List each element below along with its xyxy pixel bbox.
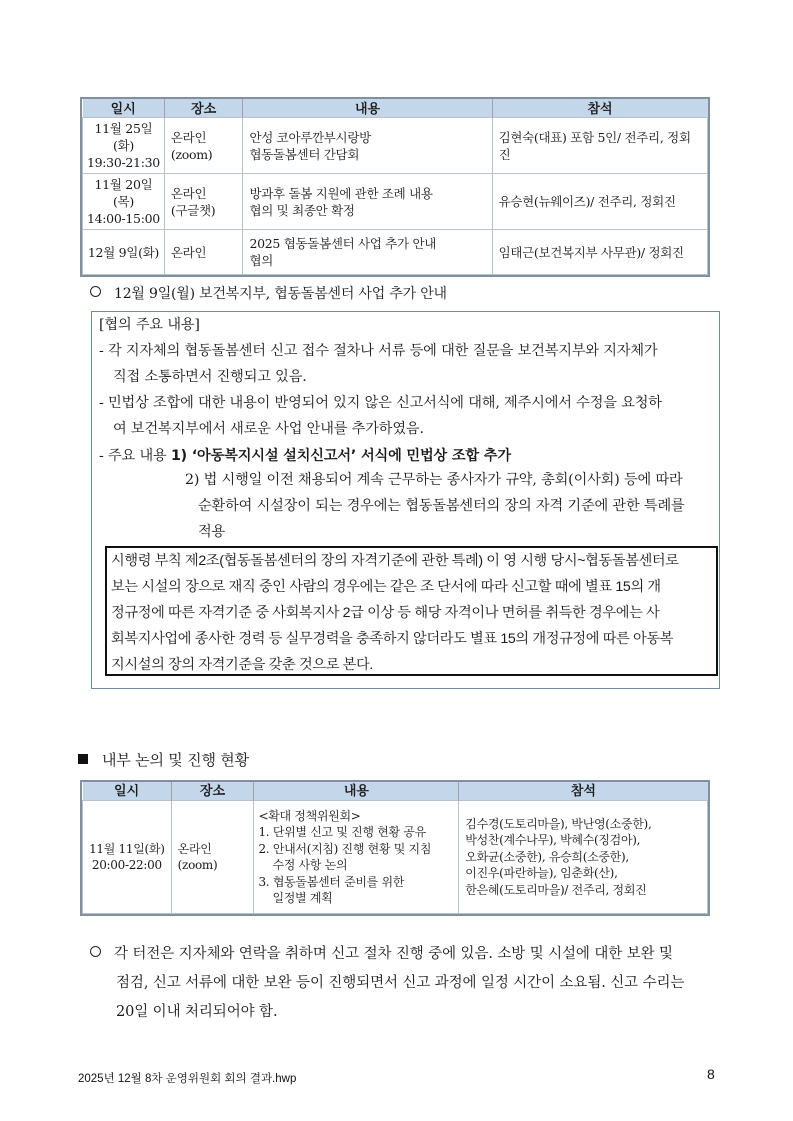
cell-content: 안성 코아루깐부시랑방 협동돌봄센터 간담회 (243, 118, 492, 174)
cell-attendees: 유승현(뉴웨이즈)/ 전주리, 정회진 (492, 174, 707, 230)
box-line: 직접 소통하면서 진행되고 있음. (113, 369, 307, 385)
item2-line: 2) 법 시행일 이전 채용되어 계속 근무하는 종사자가 규약, 총회(이사회) 등에 따라 (185, 472, 683, 488)
item2-line: 순환하여 시설장이 되는 경우에는 협동돌봄센터의 장의 자격 기준에 관한 특례를 (198, 498, 685, 514)
para-line: 점검, 신고 서류에 대한 보완 등이 진행되면서 신고 과정에 일정 시간이 소요됨. 신고 수리는 (116, 975, 685, 991)
box-line: - 민법상 조합에 대한 내용이 반영되어 있지 않은 신고서식에 대해, 제주시에서 수정을 요청하 (99, 395, 662, 411)
quote-line: 정규정에 따른 자격기준 중 사회복지사 2급 이상 등 해당 자격이나 면허를 취득한 경우에는 사 (111, 605, 660, 621)
para-line: 각 터전은 지자체와 연락을 취하며 신고 절차 진행 중에 있음. 소방 및 시설에 대한 보완 및 (90, 940, 684, 969)
cell-date: 11월 25일(화) 19:30-21:30 (83, 118, 165, 174)
cell-content: 방과후 돌봄 지원에 관한 조례 내용 협의 및 최종안 확정 (243, 174, 492, 230)
cell-content: 2025 협동돌봄센터 사업 추가 안내 협의 (243, 230, 492, 275)
header-place: 장소 (164, 99, 243, 118)
circle-bullet-icon (90, 286, 101, 297)
header-place: 장소 (171, 782, 254, 801)
header-content: 내용 (243, 99, 492, 118)
table-row (83, 230, 708, 275)
table-header-row (83, 782, 708, 801)
cell-attendees: 김수경(도토리마을), 박난영(소중한), 박성찬(계수나무), 박혜수(징검아), 오화균(소중한), 유승희(소중한), 이진우(파란하늘), 임춘화(산), 한은혜(도토리마을)/ 전주리, 정회진 (459, 801, 708, 914)
decree-quote-box (105, 546, 718, 676)
cell-attendees: 임태근(보건복지부 사무관)/ 정회진 (492, 230, 707, 275)
header-content: 내용 (254, 782, 459, 801)
quote-line: 시행령 부칙 제2조(협동돌봄센터의 장의 자격기준에 관한 특례) 이 영 시행 당시~협동돌봄센터로 (111, 553, 679, 569)
cell-content: <확대 정책위원회> 1. 단위별 신고 및 진행 현황 공유 2. 안내서(지침) 진행 현황 및 지침 수정 사항 논의 3. 협동돌봄센터 준비를 위한 일정별 계획 (254, 801, 459, 914)
cell-date: 11월 20일(목) 14:00-15:00 (83, 174, 165, 230)
table-row (83, 801, 708, 914)
cell-place: 온라인(zoom) (164, 118, 243, 174)
header-date: 일시 (83, 99, 165, 118)
section-heading-internal: 내부 논의 및 진행 현황 (78, 749, 249, 770)
header-attendees: 참석 (459, 782, 708, 801)
box-line: - 각 지자체의 협동돌봄센터 신고 접수 절차나 서류 등에 대한 질문을 보건복지부와 지자체가 (99, 343, 658, 359)
quote-line: 보는 시설의 장으로 재직 중인 사람의 경우에는 같은 조 단서에 따라 신고할 때에 별표 15의 개 (111, 579, 661, 595)
cell-place: 온라인 (구글챗) (164, 174, 243, 230)
consultation-box (91, 311, 720, 689)
main-content-bold: 1) ‘아동복지시설 설치신고서’ 서식에 민법상 조합 추가 (170, 448, 511, 464)
quote-line: 지시설의 장의 자격기준을 갖춘 것으로 본다. (111, 657, 373, 673)
cell-date: 11월 11일(화) 20:00-22:00 (83, 801, 172, 914)
cell-date: 12월 9일(화) (83, 230, 165, 275)
section-heading-moh: 12월 9일(월) 보건복지부, 협동돌봄센터 사업 추가 안내 (90, 283, 447, 303)
page-number: 8 (707, 1066, 715, 1082)
internal-table (80, 780, 710, 916)
footer-filename: 2025년 12월 8차 운영위원회 회의 결과.hwp (78, 1073, 297, 1085)
table-row (83, 174, 708, 230)
table-row (83, 118, 708, 174)
item2-line: 적용 (198, 524, 226, 540)
circle-bullet-icon (90, 946, 101, 957)
table-header-row (83, 99, 708, 118)
header-date: 일시 (83, 782, 172, 801)
main-content-line: - 주요 내용 1) ‘아동복지시설 설치신고서’ 서식에 민법상 조합 추가 (99, 448, 511, 464)
cell-attendees: 김현숙(대표) 포함 5인/ 전주리, 정회진 (492, 118, 707, 174)
box-line: 여 보건복지부에서 새로운 사업 안내를 추가하였음. (113, 421, 424, 437)
box-title: [협의 주요 내용] (99, 317, 200, 333)
cell-place: 온라인 (164, 230, 243, 275)
quote-line: 회복지사업에 종사한 경력 등 실무경력을 충족하지 않더라도 별표 15의 개정규정에 따른 아동복 (111, 631, 674, 647)
progress-paragraph (90, 940, 684, 1027)
para-line: 20일 이내 처리되어야 함. (116, 1004, 278, 1020)
meeting-table (80, 97, 710, 277)
square-bullet-icon (78, 754, 88, 764)
header-attendees: 참석 (492, 99, 707, 118)
cell-place: 온라인(zoom) (171, 801, 254, 914)
